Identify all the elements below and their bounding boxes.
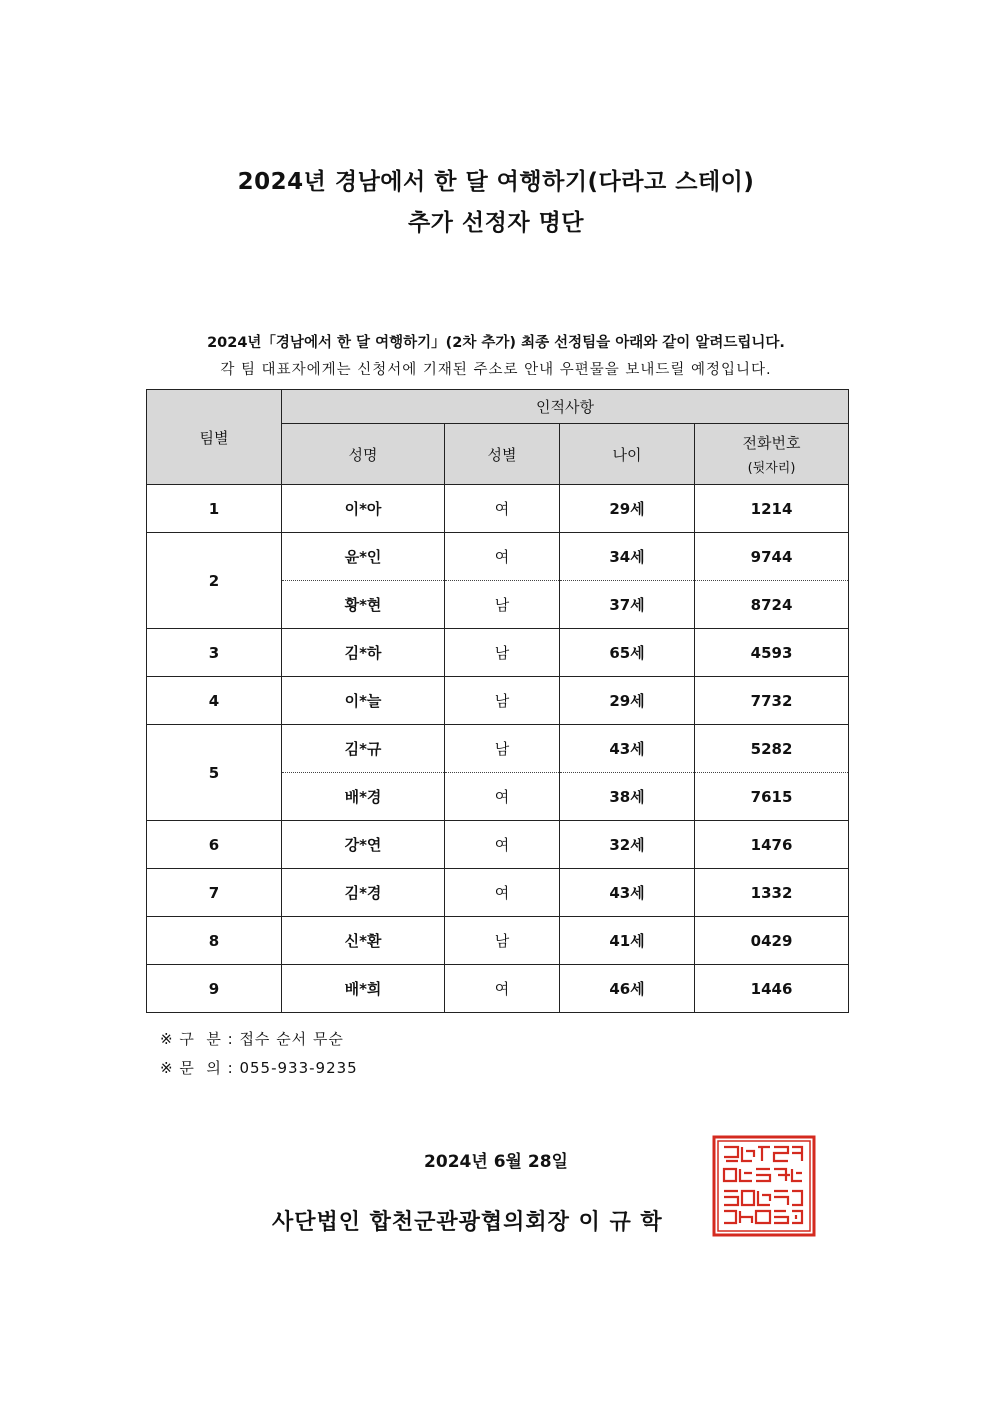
header-phone: [695, 424, 849, 485]
header-gender: 성별: [445, 424, 560, 485]
team-number: 1: [147, 485, 282, 533]
document-title-line1: 2024년 경남에서 한 달 여행하기(다라고 스테이): [237, 169, 755, 195]
official-seal: [712, 1135, 816, 1237]
member-gender: 남: [445, 629, 560, 677]
member-phone: 1446: [695, 965, 849, 1013]
member-name: 배*경: [282, 773, 445, 821]
table-row: [147, 917, 849, 965]
member-gender: 여: [445, 485, 560, 533]
team-number: 4: [147, 677, 282, 725]
member-gender: 여: [445, 773, 560, 821]
member-phone: 1476: [695, 821, 849, 869]
table-row: [147, 869, 849, 917]
member-name: 김*하: [282, 629, 445, 677]
member-name: 강*연: [282, 821, 445, 869]
header-phone-sub: (뒷자리): [747, 461, 796, 476]
member-gender: 여: [445, 533, 560, 581]
header-name: 성명: [282, 424, 445, 485]
member-name: 배*희: [282, 965, 445, 1013]
member-phone: 7732: [695, 677, 849, 725]
member-age: 65세: [560, 629, 695, 677]
note-category: ※ 구 분 : 접수 순서 무순: [160, 1030, 344, 1048]
member-phone: 0429: [695, 917, 849, 965]
member-age: 43세: [560, 725, 695, 773]
team-number: 3: [147, 629, 282, 677]
member-age: 41세: [560, 917, 695, 965]
member-age: 38세: [560, 773, 695, 821]
issue-date: 2024년 6월 28일: [424, 1152, 568, 1172]
member-phone: 4593: [695, 629, 849, 677]
note-inquiry: ※ 문 의 : 055-933-9235: [160, 1059, 358, 1077]
header-team: 팀별: [147, 390, 282, 485]
header-personal-info: 인적사항: [282, 390, 849, 424]
member-gender: 여: [445, 821, 560, 869]
member-age: 32세: [560, 821, 695, 869]
member-phone: 9744: [695, 533, 849, 581]
seal-icon: [712, 1135, 816, 1237]
member-gender: 남: [445, 581, 560, 629]
member-name: 이*아: [282, 485, 445, 533]
member-age: 46세: [560, 965, 695, 1013]
member-phone: 8724: [695, 581, 849, 629]
member-gender: 남: [445, 677, 560, 725]
member-gender: 남: [445, 725, 560, 773]
member-gender: 남: [445, 917, 560, 965]
member-name: 이*늘: [282, 677, 445, 725]
member-name: 황*현: [282, 581, 445, 629]
team-number: 6: [147, 821, 282, 869]
team-number: 7: [147, 869, 282, 917]
table-row: [147, 965, 849, 1013]
header-phone-label: 전화번호: [742, 434, 801, 452]
table-row: [147, 629, 849, 677]
table-row: [147, 677, 849, 725]
table-row: [147, 725, 849, 773]
member-phone: 7615: [695, 773, 849, 821]
team-number: 8: [147, 917, 282, 965]
member-phone: 1332: [695, 869, 849, 917]
table-row: [147, 821, 849, 869]
member-gender: 여: [445, 965, 560, 1013]
table-row: [147, 485, 849, 533]
member-age: 37세: [560, 581, 695, 629]
member-age: 34세: [560, 533, 695, 581]
member-age: 29세: [560, 677, 695, 725]
member-gender: 여: [445, 869, 560, 917]
intro-line2: 각 팀 대표자에게는 신청서에 기재된 주소로 안내 우편물을 보내드릴 예정입니다.: [220, 362, 772, 378]
selection-table: [146, 389, 849, 1013]
team-number: 9: [147, 965, 282, 1013]
header-age: 나이: [560, 424, 695, 485]
member-name: 윤*인: [282, 533, 445, 581]
team-number: 2: [147, 533, 282, 629]
table-row: [147, 533, 849, 581]
member-age: 43세: [560, 869, 695, 917]
member-name: 신*환: [282, 917, 445, 965]
intro-line1: 2024년「경남에서 한 달 여행하기」(2차 추가) 최종 선정팀을 아래와 같이 알려드립니다.: [207, 335, 785, 351]
document-title-line2: 추가 선정자 명단: [407, 210, 585, 236]
member-age: 29세: [560, 485, 695, 533]
member-name: 김*경: [282, 869, 445, 917]
signer-name: 사단법인 합천군관광협의회장 이 규 학: [272, 1210, 663, 1235]
team-number: 5: [147, 725, 282, 821]
member-name: 김*규: [282, 725, 445, 773]
member-phone: 1214: [695, 485, 849, 533]
member-phone: 5282: [695, 725, 849, 773]
table-body: [147, 485, 849, 1013]
